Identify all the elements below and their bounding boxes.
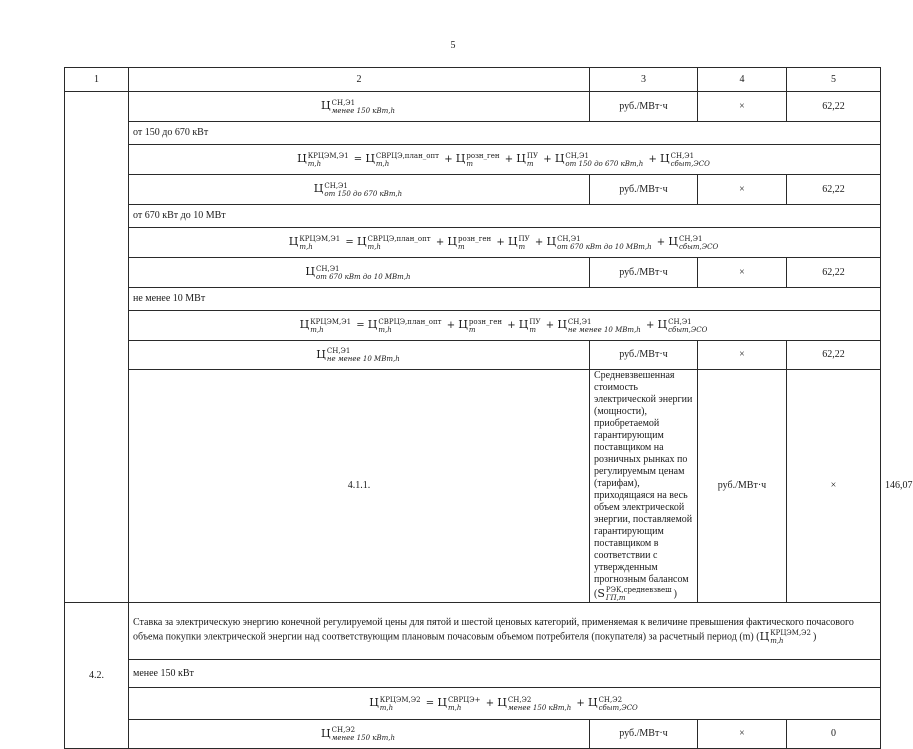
- table-row: [65, 720, 881, 749]
- table-row: [65, 341, 881, 370]
- header-col-2: 2: [129, 68, 590, 92]
- section-row: [65, 288, 881, 311]
- header-row: [65, 68, 881, 92]
- section-label: не менее 10 МВт: [129, 288, 881, 311]
- formula-cell: [129, 688, 881, 720]
- formula-row: [65, 311, 881, 341]
- unit-cell: руб./МВт·ч: [590, 341, 698, 370]
- formula: Ц СН,Э1 не менее 10 МВт,h: [316, 347, 400, 363]
- na-cell: ×: [698, 720, 787, 749]
- formula: Ц КРЦЭМ,Э1 m,h = Ц СВРЦЭ,план_опт m,h + Ц розн_ген m + Ц ПУ m + Ц СН,Э1 от 150 до 670 кВт,h + Ц СН,Э1 сбыт,ЭСО: [297, 151, 710, 168]
- number-cell-empty: [65, 92, 129, 603]
- formula: Ц КРЦЭМ,Э2 m,h = Ц СВРЦЭ+ m,h + Ц СН,Э2 менее 150 кВт,h + Ц СН,Э2 сбыт,ЭСО: [369, 695, 638, 712]
- unit-cell: руб./МВт·ч: [590, 175, 698, 205]
- tariff-table: [64, 67, 913, 749]
- na-cell: ×: [698, 258, 787, 288]
- formula-cell: [129, 145, 881, 175]
- header-col-3: 3: [590, 68, 698, 92]
- header-col-4: 4: [698, 68, 787, 92]
- unit-cell: руб./МВт·ч: [590, 258, 698, 288]
- na-cell: ×: [698, 92, 787, 122]
- page-number: 5: [450, 40, 456, 51]
- formula-cell: [129, 258, 590, 288]
- formula: Ц СН,Э1 от 150 до 670 кВт,h: [313, 181, 403, 198]
- formula-row: [65, 228, 881, 258]
- header-col-1: 1: [65, 68, 129, 92]
- formula: Ц СН,Э2 менее 150 кВт,h: [321, 726, 395, 742]
- section-row: [65, 122, 881, 145]
- table-row: [65, 258, 881, 288]
- section-label: менее 150 кВт: [129, 660, 881, 688]
- formula-cell: [129, 175, 590, 205]
- formula-row: [65, 688, 881, 720]
- table-row: 4.1.1. Средневзвешенная стоимость электрической энергии (мощности), приобретаемой гарантирующим поставщиком на розничных рынках по регулируемым ценам (тарифам), приходящаяся на весь объем электрической энергии, поставляемой гарантирующим поставщиком в соответствии с утвержденным прогнозным балансом (S РЭК,средневзвеш ГП,m ) руб./МВт·ч × 146,07: [65, 370, 881, 603]
- section-label: от 670 кВт до 10 МВт: [129, 205, 881, 228]
- formula: Ц СН,Э1 менее 150 кВт,h: [321, 98, 395, 115]
- formula: Ц КРЦЭМ,Э1 m,h = Ц СВРЦЭ,план_опт m,h + Ц розн_ген m + Ц ПУ m + Ц СН,Э1 от 670 кВт до 10 МВт,h + Ц СН,Э1 сбыт,ЭСО: [288, 234, 719, 251]
- unit-cell: руб./МВт·ч: [590, 92, 698, 122]
- na-cell: ×: [698, 175, 787, 205]
- formula-row: [65, 145, 881, 175]
- value-cell: 62,22: [787, 258, 881, 288]
- formula-cell: [129, 311, 881, 341]
- item-number: 4.2.: [65, 603, 129, 749]
- section-row: [65, 660, 881, 688]
- formula-cell: [129, 720, 590, 749]
- formula: Ц КРЦЭМ,Э1 m,h = Ц СВРЦЭ,план_опт m,h + Ц розн_ген m + Ц ПУ m + Ц СН,Э1 не менее 10 МВт,h + Ц СН,Э1 сбыт,ЭСО: [299, 317, 708, 334]
- table-row: [65, 603, 881, 660]
- header-col-5: 5: [787, 68, 881, 92]
- value-cell: 62,22: [787, 92, 881, 122]
- formula-cell: [129, 228, 881, 258]
- value-cell: 62,22: [787, 341, 881, 370]
- formula: Ц СН,Э1 от 670 кВт до 10 МВт,h: [305, 264, 411, 281]
- unit-cell: руб./МВт·ч: [590, 720, 698, 749]
- formula-cell: [129, 341, 590, 370]
- na-cell: ×: [787, 370, 881, 603]
- table-row: [65, 92, 881, 122]
- item-description: Средневзвешенная стоимость электрической энергии (мощности), приобретаемой гарантирующим поставщиком на розничных рынках по регулируемым ценам (тарифам), приходящаяся на весь объем электрической энергии, поставляемой гарантирующим поставщиком в соответствии с утвержденным прогнозным балансом (S РЭК,средневзвеш ГП,m ): [590, 370, 698, 603]
- section-row: [65, 205, 881, 228]
- table-row: [65, 175, 881, 205]
- section-label: от 150 до 670 кВт: [129, 122, 881, 145]
- unit-cell: руб./МВт·ч: [698, 370, 787, 603]
- value-cell: 0: [787, 720, 881, 749]
- item-number: 4.1.1.: [129, 370, 590, 603]
- value-cell: 62,22: [787, 175, 881, 205]
- item-description: Ставка за электрическую энергию конечной регулируемой цены для пятой и шестой ценовых категорий, применяемая к величине превышения фактического почасового объема покупки электрической энергии над соответствующим плановым почасовым объемом потребителя (покупателя) за расчетный период (m) (Ц КРЦЭМ,Э2 m,h ): [129, 603, 881, 660]
- formula-cell: [129, 92, 590, 122]
- na-cell: ×: [698, 341, 787, 370]
